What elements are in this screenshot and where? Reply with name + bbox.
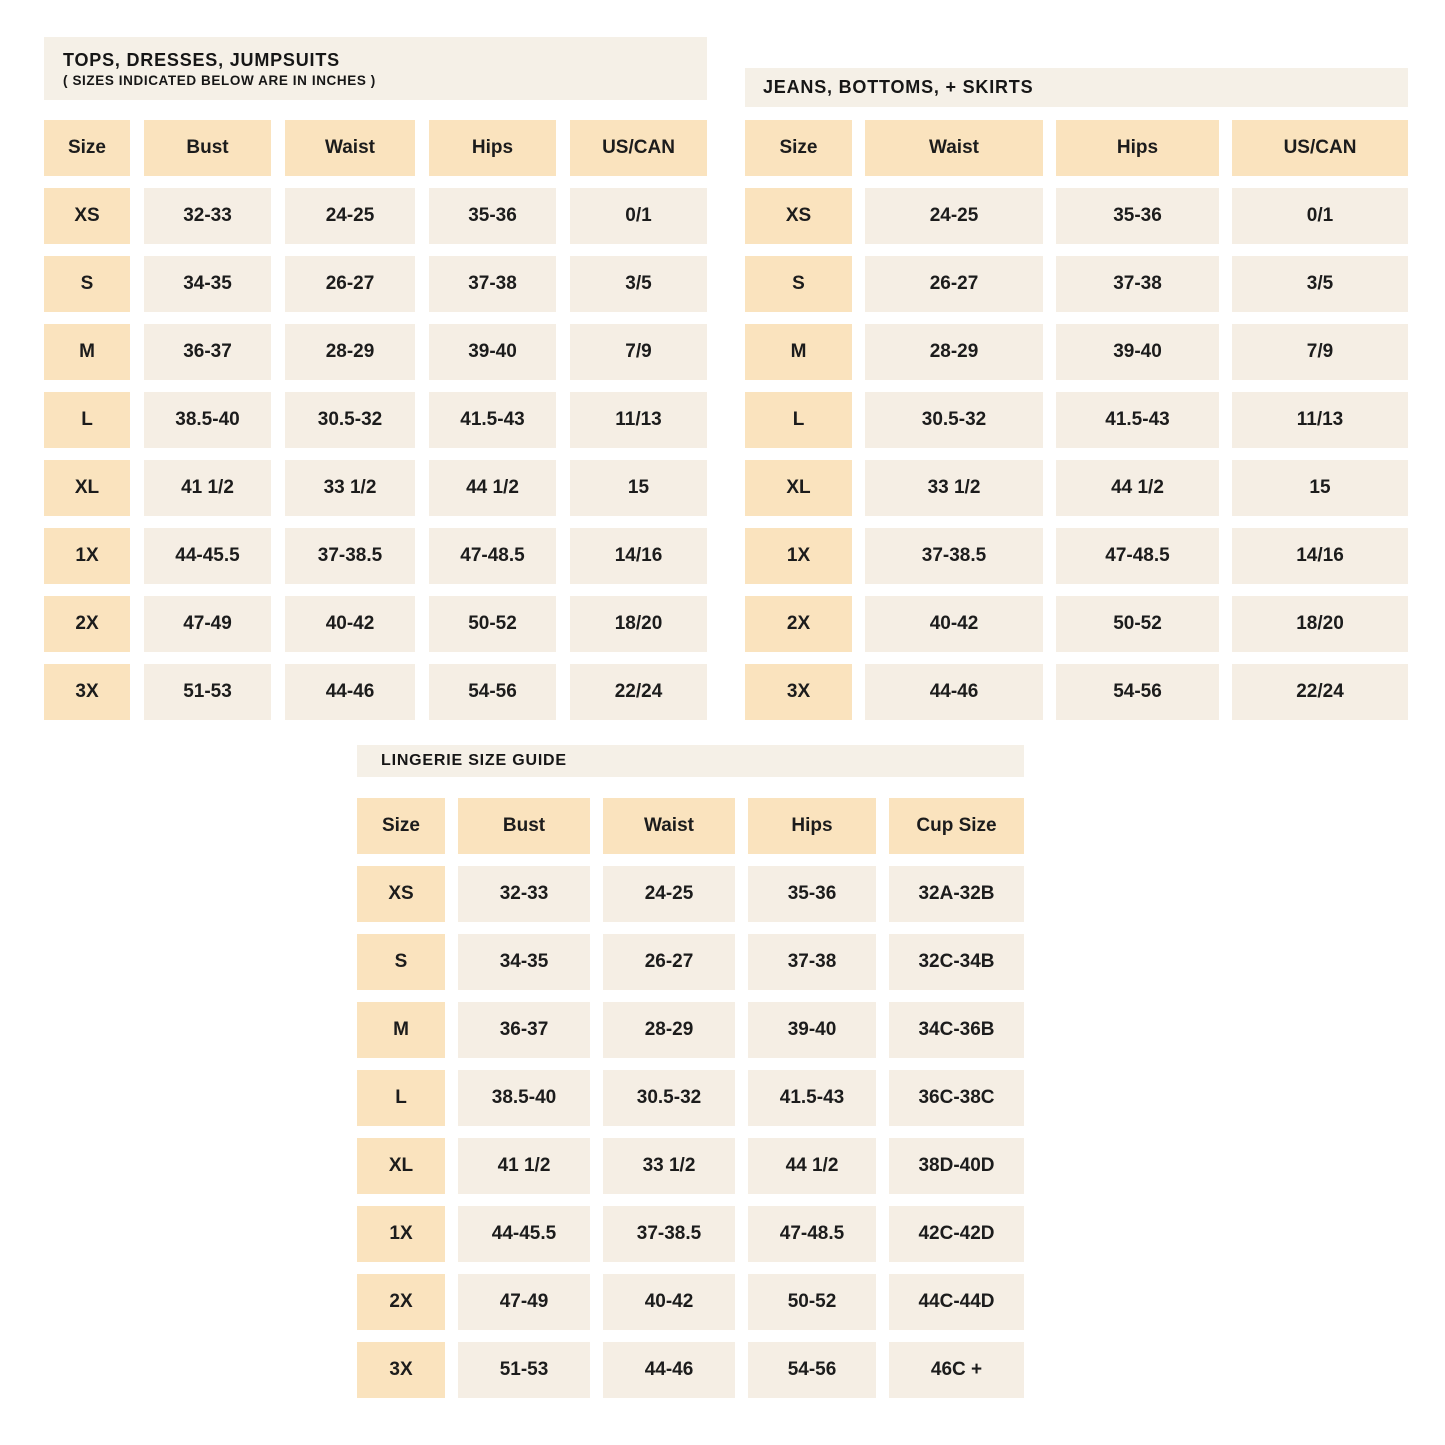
measurement-cell: 28-29 xyxy=(603,1002,735,1058)
size-label-cell: 3X xyxy=(44,664,130,720)
measurement-cell: 36-37 xyxy=(458,1002,590,1058)
measurement-cell: 35-36 xyxy=(748,866,876,922)
column-header-bust: Bust xyxy=(458,798,590,854)
measurement-cell: 44 1/2 xyxy=(1056,460,1219,516)
measurement-cell: 37-38.5 xyxy=(865,528,1043,584)
column-header-waist: Waist xyxy=(865,120,1043,176)
measurement-cell: 32-33 xyxy=(458,866,590,922)
measurement-cell: 37-38 xyxy=(1056,256,1219,312)
column-header-size: Size xyxy=(357,798,445,854)
measurement-cell: 24-25 xyxy=(865,188,1043,244)
size-label-cell: 1X xyxy=(745,528,852,584)
column-header-waist: Waist xyxy=(285,120,415,176)
size-label-cell: XL xyxy=(745,460,852,516)
measurement-cell: 39-40 xyxy=(429,324,556,380)
measurement-cell: 14/16 xyxy=(1232,528,1408,584)
column-header-cup-size: Cup Size xyxy=(889,798,1024,854)
measurement-cell: 50-52 xyxy=(1056,596,1219,652)
measurement-cell: 37-38.5 xyxy=(285,528,415,584)
measurement-cell: 7/9 xyxy=(1232,324,1408,380)
measurement-cell: 41 1/2 xyxy=(458,1138,590,1194)
lingerie-size-grid xyxy=(357,798,1024,1398)
size-label-cell: 3X xyxy=(357,1342,445,1398)
measurement-cell: 7/9 xyxy=(570,324,707,380)
measurement-cell: 37-38 xyxy=(748,934,876,990)
measurement-cell: 44-46 xyxy=(603,1342,735,1398)
jeans-bottoms-skirts-table xyxy=(745,68,1408,720)
measurement-cell: 26-27 xyxy=(603,934,735,990)
measurement-cell: 28-29 xyxy=(865,324,1043,380)
measurement-cell: 18/20 xyxy=(570,596,707,652)
measurement-cell: 33 1/2 xyxy=(603,1138,735,1194)
measurement-cell: 41.5-43 xyxy=(1056,392,1219,448)
measurement-cell: 41 1/2 xyxy=(144,460,271,516)
measurement-cell: 47-48.5 xyxy=(1056,528,1219,584)
measurement-cell: 40-42 xyxy=(865,596,1043,652)
lingerie-size-guide-table xyxy=(357,745,1024,1398)
measurement-cell: 47-49 xyxy=(458,1274,590,1330)
jeans-table-title: JEANS, BOTTOMS, + SKIRTS xyxy=(763,77,1034,98)
measurement-cell: 30.5-32 xyxy=(865,392,1043,448)
measurement-cell: 40-42 xyxy=(603,1274,735,1330)
measurement-cell: 44-45.5 xyxy=(458,1206,590,1262)
measurement-cell: 32A-32B xyxy=(889,866,1024,922)
measurement-cell: 11/13 xyxy=(570,392,707,448)
measurement-cell: 44-46 xyxy=(285,664,415,720)
size-label-cell: L xyxy=(745,392,852,448)
measurement-cell: 38.5-40 xyxy=(144,392,271,448)
size-label-cell: XL xyxy=(357,1138,445,1194)
size-label-cell: M xyxy=(44,324,130,380)
measurement-cell: 14/16 xyxy=(570,528,707,584)
column-header-size: Size xyxy=(745,120,852,176)
tops-table-subtitle: ( SIZES INDICATED BELOW ARE IN INCHES ) xyxy=(63,73,376,89)
column-header-bust: Bust xyxy=(144,120,271,176)
measurement-cell: 24-25 xyxy=(285,188,415,244)
measurement-cell: 35-36 xyxy=(429,188,556,244)
measurement-cell: 46C + xyxy=(889,1342,1024,1398)
column-header-hips: Hips xyxy=(429,120,556,176)
measurement-cell: 54-56 xyxy=(429,664,556,720)
measurement-cell: 32-33 xyxy=(144,188,271,244)
size-label-cell: 2X xyxy=(357,1274,445,1330)
lingerie-table-title-bar xyxy=(357,745,1024,777)
column-header-hips: Hips xyxy=(748,798,876,854)
measurement-cell: 35-36 xyxy=(1056,188,1219,244)
jeans-table-title-bar xyxy=(745,68,1408,107)
measurement-cell: 30.5-32 xyxy=(285,392,415,448)
measurement-cell: 51-53 xyxy=(458,1342,590,1398)
measurement-cell: 38.5-40 xyxy=(458,1070,590,1126)
measurement-cell: 28-29 xyxy=(285,324,415,380)
column-header-waist: Waist xyxy=(603,798,735,854)
column-header-size: Size xyxy=(44,120,130,176)
measurement-cell: 34C-36B xyxy=(889,1002,1024,1058)
measurement-cell: 34-35 xyxy=(144,256,271,312)
size-label-cell: 3X xyxy=(745,664,852,720)
measurement-cell: 15 xyxy=(570,460,707,516)
measurement-cell: 32C-34B xyxy=(889,934,1024,990)
measurement-cell: 44C-44D xyxy=(889,1274,1024,1330)
measurement-cell: 36-37 xyxy=(144,324,271,380)
measurement-cell: 34-35 xyxy=(458,934,590,990)
measurement-cell: 51-53 xyxy=(144,664,271,720)
tops-table-title: TOPS, DRESSES, JUMPSUITS xyxy=(63,49,340,70)
size-label-cell: S xyxy=(357,934,445,990)
size-label-cell: XS xyxy=(357,866,445,922)
measurement-cell: 41.5-43 xyxy=(429,392,556,448)
size-label-cell: S xyxy=(745,256,852,312)
measurement-cell: 33 1/2 xyxy=(285,460,415,516)
size-label-cell: XL xyxy=(44,460,130,516)
tops-table-title-bar xyxy=(44,37,707,100)
column-header-us-can: US/CAN xyxy=(570,120,707,176)
measurement-cell: 3/5 xyxy=(1232,256,1408,312)
measurement-cell: 26-27 xyxy=(865,256,1043,312)
size-label-cell: 2X xyxy=(44,596,130,652)
measurement-cell: 44 1/2 xyxy=(429,460,556,516)
size-label-cell: XS xyxy=(44,188,130,244)
measurement-cell: 0/1 xyxy=(1232,188,1408,244)
size-label-cell: S xyxy=(44,256,130,312)
measurement-cell: 11/13 xyxy=(1232,392,1408,448)
measurement-cell: 22/24 xyxy=(1232,664,1408,720)
measurement-cell: 44 1/2 xyxy=(748,1138,876,1194)
column-header-hips: Hips xyxy=(1056,120,1219,176)
measurement-cell: 0/1 xyxy=(570,188,707,244)
size-label-cell: M xyxy=(357,1002,445,1058)
measurement-cell: 47-49 xyxy=(144,596,271,652)
measurement-cell: 38D-40D xyxy=(889,1138,1024,1194)
measurement-cell: 50-52 xyxy=(748,1274,876,1330)
size-label-cell: 1X xyxy=(357,1206,445,1262)
measurement-cell: 41.5-43 xyxy=(748,1070,876,1126)
measurement-cell: 26-27 xyxy=(285,256,415,312)
column-header-us-can: US/CAN xyxy=(1232,120,1408,176)
measurement-cell: 39-40 xyxy=(1056,324,1219,380)
measurement-cell: 54-56 xyxy=(748,1342,876,1398)
measurement-cell: 54-56 xyxy=(1056,664,1219,720)
measurement-cell: 18/20 xyxy=(1232,596,1408,652)
measurement-cell: 47-48.5 xyxy=(748,1206,876,1262)
size-label-cell: XS xyxy=(745,188,852,244)
tops-dresses-jumpsuits-table xyxy=(44,37,707,720)
measurement-cell: 24-25 xyxy=(603,866,735,922)
measurement-cell: 33 1/2 xyxy=(865,460,1043,516)
jeans-size-grid xyxy=(745,120,1408,720)
size-label-cell: 1X xyxy=(44,528,130,584)
measurement-cell: 47-48.5 xyxy=(429,528,556,584)
measurement-cell: 42C-42D xyxy=(889,1206,1024,1262)
measurement-cell: 3/5 xyxy=(570,256,707,312)
size-label-cell: L xyxy=(357,1070,445,1126)
measurement-cell: 22/24 xyxy=(570,664,707,720)
measurement-cell: 39-40 xyxy=(748,1002,876,1058)
measurement-cell: 44-45.5 xyxy=(144,528,271,584)
measurement-cell: 37-38.5 xyxy=(603,1206,735,1262)
tops-size-grid xyxy=(44,120,707,720)
measurement-cell: 15 xyxy=(1232,460,1408,516)
measurement-cell: 50-52 xyxy=(429,596,556,652)
size-label-cell: L xyxy=(44,392,130,448)
measurement-cell: 44-46 xyxy=(865,664,1043,720)
size-label-cell: 2X xyxy=(745,596,852,652)
lingerie-table-title: LINGERIE SIZE GUIDE xyxy=(381,752,567,769)
measurement-cell: 40-42 xyxy=(285,596,415,652)
size-label-cell: M xyxy=(745,324,852,380)
measurement-cell: 30.5-32 xyxy=(603,1070,735,1126)
measurement-cell: 37-38 xyxy=(429,256,556,312)
measurement-cell: 36C-38C xyxy=(889,1070,1024,1126)
